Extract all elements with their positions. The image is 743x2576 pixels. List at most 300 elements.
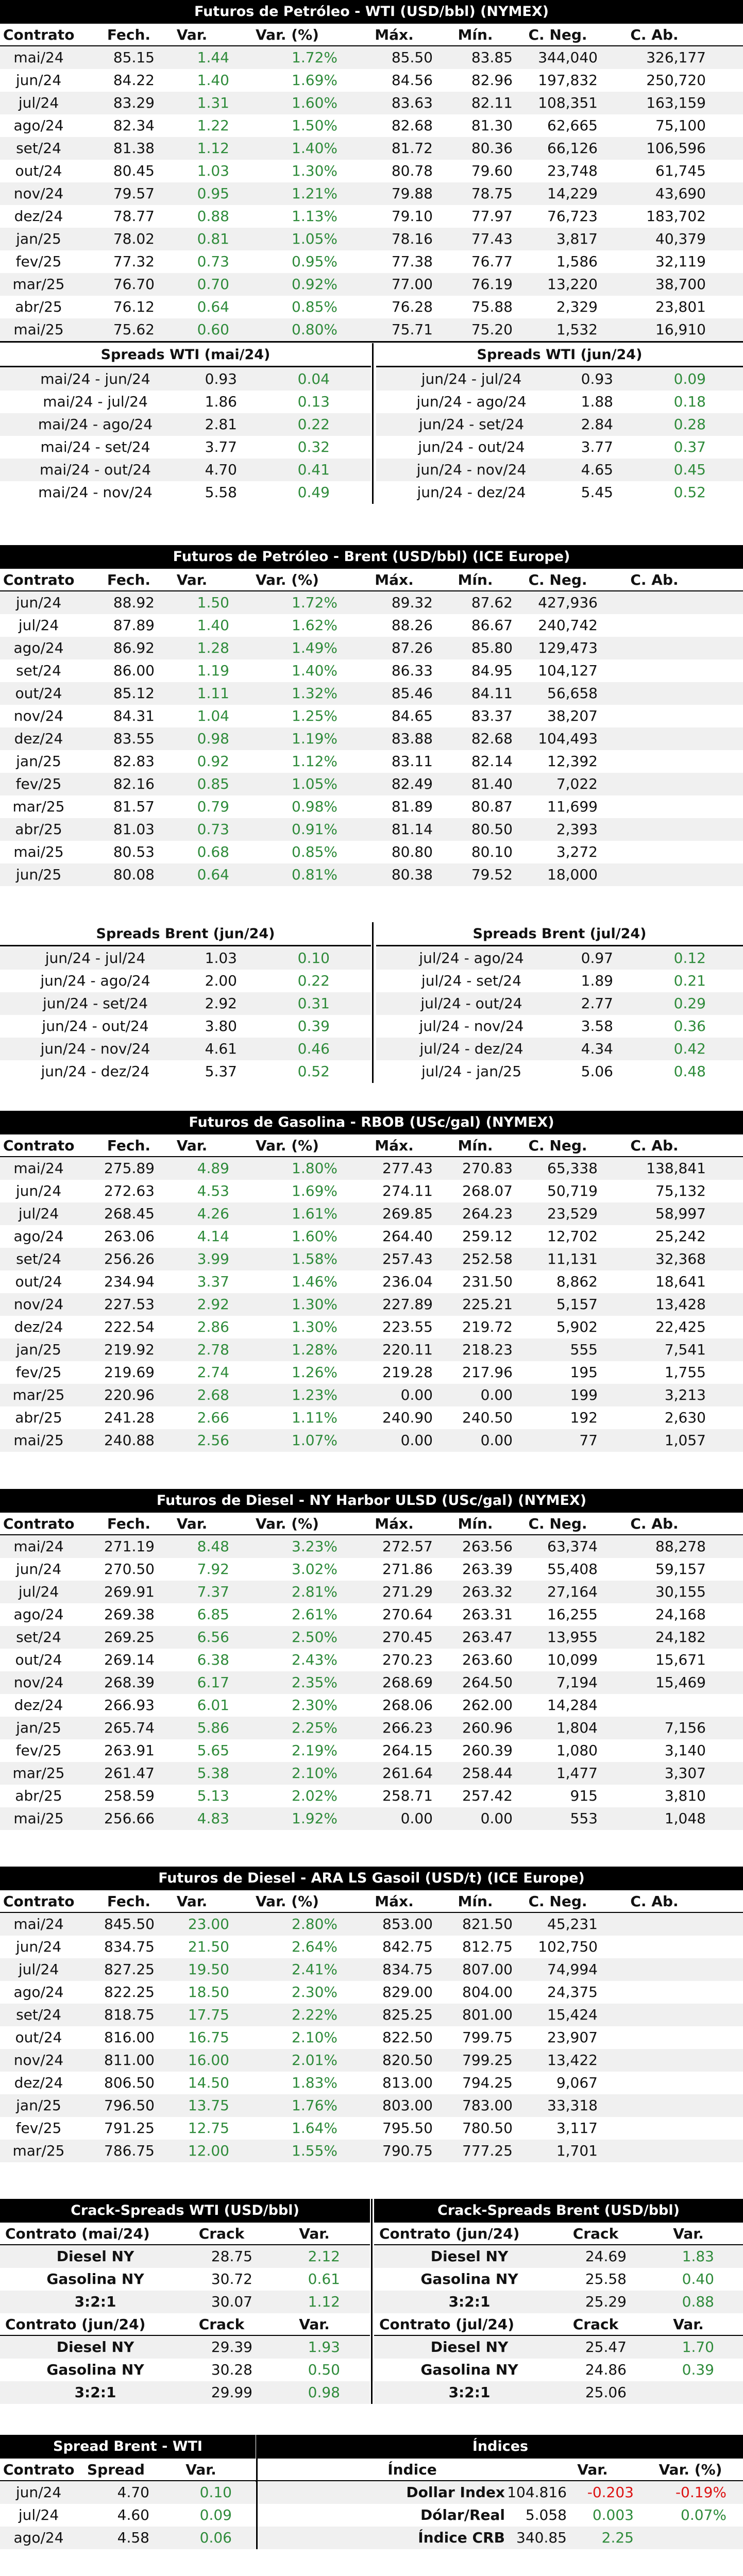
cell: 15,671 [655,1651,706,1668]
spread-row [376,368,743,391]
cell: 274.11 [382,1182,433,1199]
cell: mar/25 [12,798,65,815]
cell: 1.13% [292,208,337,225]
cell: Gasolina NY [46,2361,144,2378]
cell: 4.89 [197,1160,229,1177]
cell: Var. (%) [658,2461,722,2478]
cell: Spread [87,2461,145,2478]
cell: 81.89 [391,798,433,815]
cell: 85.50 [391,49,433,66]
cell: set/24 [16,2006,61,2023]
cell: 195 [570,1364,598,1381]
cell: 1.76% [292,2097,337,2114]
cell: 0.18 [673,393,706,410]
cell: 85.46 [391,685,433,702]
cell: 264.23 [462,1205,513,1222]
cell: 82.16 [113,775,155,792]
cell: dez/24 [14,730,63,747]
cell: 0.49 [297,484,330,501]
column-header: C. Neg. [528,26,587,43]
cell: set/24 [16,1629,61,1646]
cell: 219.69 [104,1364,155,1381]
cell: 40,379 [655,230,706,247]
spread-indices-divider [256,2435,258,2549]
crack-row [374,2268,743,2291]
table-row [0,773,743,795]
table-row [0,1626,743,1649]
cell: 77.43 [471,230,513,247]
cell: 80.50 [471,821,513,838]
cell: 0.12 [673,950,706,967]
indices-row [258,2527,743,2549]
crack-row [374,2381,743,2404]
cell: 0.21 [673,972,706,989]
table-row [0,2072,743,2094]
table-row [0,1581,743,1603]
cell: 14,229 [547,185,598,202]
cell: 1,048 [664,1810,706,1827]
cell: 259.12 [462,1228,513,1245]
cell: 0.81 [197,230,229,247]
cell: 65,338 [547,1160,598,1177]
cell: 3.23% [292,1538,337,1555]
cell: 1.60% [292,1228,337,1245]
table-row [0,1807,743,1830]
cell: 2.19% [292,1742,337,1759]
column-header: Var. (%) [256,1893,319,1910]
table-row [0,863,743,886]
cell: 13.75 [188,2097,229,2114]
table-row [0,250,743,273]
cell: 24,168 [655,1606,706,1623]
cell: 75.62 [113,321,155,338]
cell: ago/24 [13,117,64,134]
cell: 842.75 [382,1938,433,1955]
cell: 0.50 [308,2361,340,2378]
table-row [0,1981,743,2004]
spread-row [376,1038,743,1060]
cell: 0.40 [682,2270,714,2287]
cell: 2,630 [664,1409,706,1426]
cell: 5,157 [556,1296,598,1313]
cell: 0.41 [297,461,330,478]
spread-bw-row [0,2504,256,2527]
cell: 777.25 [462,2142,513,2159]
cell: 2.35% [292,1674,337,1691]
table-row [0,750,743,773]
table-row [0,727,743,750]
cell: 4.83 [197,1810,229,1827]
cell: jul/24 [18,94,59,111]
cell: 89.32 [391,594,433,611]
cell: -0.203 [587,2484,634,2501]
cell: Diesel NY [430,2248,509,2265]
cell: 163,159 [646,94,706,111]
cell: Contrato (jul/24) [379,2316,515,2333]
cell: 2.61% [292,1606,337,1623]
cell: 2.84 [581,416,613,433]
cell: jun/24 - dez/24 [417,484,526,501]
cell: 0.73 [197,253,229,270]
cell: 0.13 [297,393,330,410]
cell: 1.05% [292,775,337,792]
cell: jan/25 [16,1341,61,1358]
table-row [0,841,743,863]
cell: 0.95% [292,253,337,270]
crack-row [0,2245,370,2268]
cell: jun/24 - out/24 [418,438,525,455]
cell: 2.41% [292,1961,337,1978]
cell: 12,702 [547,1228,598,1245]
cell: 269.91 [104,1583,155,1600]
cell: 2.00 [205,972,237,989]
cell: jul/24 - nov/24 [419,1018,524,1035]
cell: 5,902 [556,1318,598,1335]
cell: 1.89 [581,972,613,989]
cell: 0.07% [681,2506,727,2523]
table-row [0,705,743,727]
cell: 16,255 [547,1606,598,1623]
cell: 1.50 [197,594,229,611]
cell: out/24 [15,162,62,179]
diesel_ara-title: Futuros de Diesel - ARA LS Gasoil (USD/t) (ICE Europe) [0,1867,743,1890]
cell: Diesel NY [56,2338,134,2355]
cell: 102,750 [538,1938,598,1955]
cell: 7,541 [664,1341,706,1358]
cell: 2.25 [601,2529,634,2546]
cell: jan/25 [16,230,61,247]
cell: 79.52 [471,866,513,883]
table-row [0,1649,743,1671]
cell: 1.44 [197,49,229,66]
cell: 81.38 [113,140,155,157]
cell: 6.38 [197,1651,229,1668]
column-header: Var. (%) [256,1137,319,1154]
cell: Diesel NY [56,2248,134,2265]
cell: ago/24 [13,1984,64,2001]
cell: 24.86 [585,2361,627,2378]
column-header: Var. [176,571,208,588]
cell: 87.89 [113,617,155,634]
cell: 791.25 [104,2120,155,2137]
cell: jul/24 [18,1961,59,1978]
cell: Var. [673,2316,704,2333]
cell: 2.25% [292,1719,337,1736]
column-header: C. Ab. [630,26,679,43]
cell: jun/24 - ago/24 [416,393,527,410]
cell: Var. [673,2225,704,2242]
cell: 825.25 [382,2006,433,2023]
cell: 0.00 [400,1810,433,1827]
cell: 12.75 [188,2120,229,2137]
cell: 263.32 [462,1583,513,1600]
column-header: Fech. [107,571,151,588]
cell: 250,720 [646,72,706,89]
cell: 3:2:1 [74,2293,116,2310]
spread-row [376,992,743,1015]
cell: 799.75 [462,2029,513,2046]
cell: mai/24 - jul/24 [43,393,148,410]
wti-title: Futuros de Petróleo - WTI (USD/bbl) (NYMEX) [0,0,743,24]
cell: 43,690 [655,185,706,202]
cell: 807.00 [462,1961,513,1978]
cell: set/24 [16,1250,61,1267]
cell: 30.28 [211,2361,252,2378]
cell: 263.31 [462,1606,513,1623]
cell: 0.93 [205,370,237,387]
cell: 0.64 [197,298,229,315]
table-row [0,2094,743,2117]
cell: 7,194 [556,1674,598,1691]
cell: abr/25 [15,1409,62,1426]
cell: Gasolina NY [420,2361,518,2378]
indices-title: Índices [258,2435,743,2459]
cell: 258.44 [462,1765,513,1782]
cell: 6.85 [197,1606,229,1623]
cell: ago/24 [13,2529,64,2546]
cell: 0.80% [292,321,337,338]
cell: 811.00 [104,2052,155,2069]
cell: 853.00 [382,1916,433,1933]
cell: 821.50 [462,1916,513,1933]
cell: 277.43 [382,1160,433,1177]
spread-row [0,368,371,391]
cell: 272.57 [382,1538,433,1555]
cell: jun/24 - jul/24 [421,370,522,387]
cell: 83.29 [113,94,155,111]
wti-rule [0,341,743,343]
cell: 0.70 [197,276,229,293]
column-header: Var. [176,1893,208,1910]
cell: 38,700 [655,276,706,293]
cell: 82.83 [113,753,155,770]
cell: set/24 [16,662,61,679]
cell: 2.92 [205,995,237,1012]
cell: 83.11 [391,753,433,770]
spread-bw-row [0,2481,256,2504]
table-row [0,1936,743,1958]
cell: 38,207 [547,707,598,724]
cell: 270.50 [104,1561,155,1578]
cell: Gasolina NY [420,2270,518,2287]
cell: 4.60 [117,2506,149,2523]
cell: 1.86 [205,393,237,410]
cell: 1,755 [664,1364,706,1381]
cell: 269.25 [104,1629,155,1646]
cell: 1.93 [308,2338,340,2355]
cell: 80.45 [113,162,155,179]
cell: 27,164 [547,1583,598,1600]
spread-title-rule [376,366,743,367]
cell: 10,099 [547,1651,598,1668]
column-header: Mín. [458,571,493,588]
spread-bw-header [0,2459,256,2481]
cell: 258.71 [382,1787,433,1804]
cell: 1.03 [197,162,229,179]
spread-row [0,970,371,992]
spread-divider [372,343,374,504]
cell: 783.00 [462,2097,513,2114]
cell: abr/25 [15,1787,62,1804]
cell: Var. [299,2316,330,2333]
cell: 0.95 [197,185,229,202]
cell: 3,117 [556,2120,598,2137]
cell: 217.96 [462,1364,513,1381]
cell: 220.11 [382,1341,433,1358]
cell: 75,100 [655,117,706,134]
cell: 3,817 [556,230,598,247]
cell: 269.85 [382,1205,433,1222]
cell: nov/24 [13,1674,64,1691]
column-header: Var. [176,1137,208,1154]
table-row [0,1180,743,1202]
cell: 24,182 [655,1629,706,1646]
table-row [0,114,743,137]
table-row [0,2004,743,2026]
cell: 25,242 [655,1228,706,1245]
cell: 63,374 [547,1538,598,1555]
table-row [0,591,743,614]
wti-spreads_left-title: Spreads WTI (mai/24) [0,343,371,367]
cell: 79.10 [391,208,433,225]
cell: 240.50 [462,1409,513,1426]
cell: 0.42 [673,1040,706,1057]
cell: Diesel NY [430,2338,509,2355]
cell: 0.04 [297,370,330,387]
column-header: Máx. [375,571,414,588]
crack-header-row [374,2313,743,2336]
cell: 81.57 [113,798,155,815]
cell: set/24 [16,140,61,157]
cell: 227.89 [382,1296,433,1313]
cell: 1.69% [292,72,337,89]
cell: 266.23 [382,1719,433,1736]
cell: 263.06 [104,1228,155,1245]
cell: 30,155 [655,1583,706,1600]
cell: 1,804 [556,1719,598,1736]
brent-title: Futuros de Petróleo - Brent (USD/bbl) (ICE Europe) [0,545,743,569]
cell: 1.72% [292,49,337,66]
cell: 3.58 [581,1018,613,1035]
cell: 5.45 [581,484,613,501]
cell: 780.50 [462,2120,513,2137]
table-row [0,1429,743,1452]
cell: jul/24 [18,617,59,634]
cell: 17.75 [188,2006,229,2023]
cell: 76.70 [113,276,155,293]
column-header: Fech. [107,26,151,43]
column-header: C. Ab. [630,1893,679,1910]
cell: 84.11 [471,685,513,702]
crack-header-row [0,2223,370,2245]
cell: 29.39 [211,2338,252,2355]
cell: 834.75 [382,1961,433,1978]
crack-row [374,2336,743,2359]
cell: 81.14 [391,821,433,838]
cell: 28.75 [211,2248,252,2265]
cell: 4.70 [205,461,237,478]
column-header: C. Ab. [630,1137,679,1154]
cell: 4.53 [197,1182,229,1199]
spread-row [376,1060,743,1083]
cell: 806.50 [104,2074,155,2091]
cell: 0.00 [480,1386,513,1403]
column-header: Var. (%) [256,26,319,43]
cell: jun/25 [15,866,62,883]
diesel_ny-header-row [0,1513,743,1535]
cell: 818.75 [104,2006,155,2023]
cell: 1.22 [197,117,229,134]
column-header: C. Ab. [630,571,679,588]
cell: 270.45 [382,1629,433,1646]
cell: 269.38 [104,1606,155,1623]
crack-row [0,2291,370,2313]
table-row [0,614,743,637]
cell: 82.68 [471,730,513,747]
cell: 76.28 [391,298,433,315]
cell: Gasolina NY [46,2270,144,2287]
cell: 85.15 [113,49,155,66]
crack-left-title: Crack-Spreads WTI (USD/bbl) [0,2199,370,2223]
cell: 80.10 [471,843,513,860]
cell: abr/25 [15,298,62,315]
table-row [0,1225,743,1248]
cell: 25.29 [585,2293,627,2310]
cell: mai/24 [13,49,64,66]
cell: jun/24 [15,1561,62,1578]
table-row [0,1913,743,1936]
cell: 86.33 [391,662,433,679]
cell: 21.50 [188,1938,229,1955]
cell: 1,701 [556,2142,598,2159]
cell: 0.48 [673,1063,706,1080]
crack-row [374,2245,743,2268]
cell: 83.63 [391,94,433,111]
column-header: Fech. [107,1893,151,1910]
cell: 5.06 [581,1063,613,1080]
crack-header-row [374,2223,743,2245]
table-row [0,1958,743,1981]
cell: 258.59 [104,1787,155,1804]
column-header: Contrato [3,1515,75,1532]
cell: 5.37 [205,1063,237,1080]
cell: ago/24 [13,1606,64,1623]
cell: 62,665 [547,117,598,134]
table-row [0,1157,743,1180]
cell: mai/24 - ago/24 [38,416,153,433]
spread-row [0,391,371,413]
cell: mai/24 - jun/24 [40,370,150,387]
cell: 81.30 [471,117,513,134]
cell: 104.816 [507,2484,567,2501]
cell: 0.68 [197,843,229,860]
cell: 15,469 [655,1674,706,1691]
cell: 7.92 [197,1561,229,1578]
cell: fev/25 [15,1364,62,1381]
cell: 263.91 [104,1742,155,1759]
cell: jun/24 - nov/24 [40,1040,150,1057]
cell: 18,000 [547,866,598,883]
cell: dez/24 [14,208,63,225]
cell: jul/24 - ago/24 [419,950,524,967]
cell: 260.39 [462,1742,513,1759]
cell: 1.69% [292,1182,337,1199]
table-row [0,228,743,250]
cell: 82.68 [391,117,433,134]
cell: 0.36 [673,1018,706,1035]
table-row [0,659,743,682]
cell: 86.67 [471,617,513,634]
